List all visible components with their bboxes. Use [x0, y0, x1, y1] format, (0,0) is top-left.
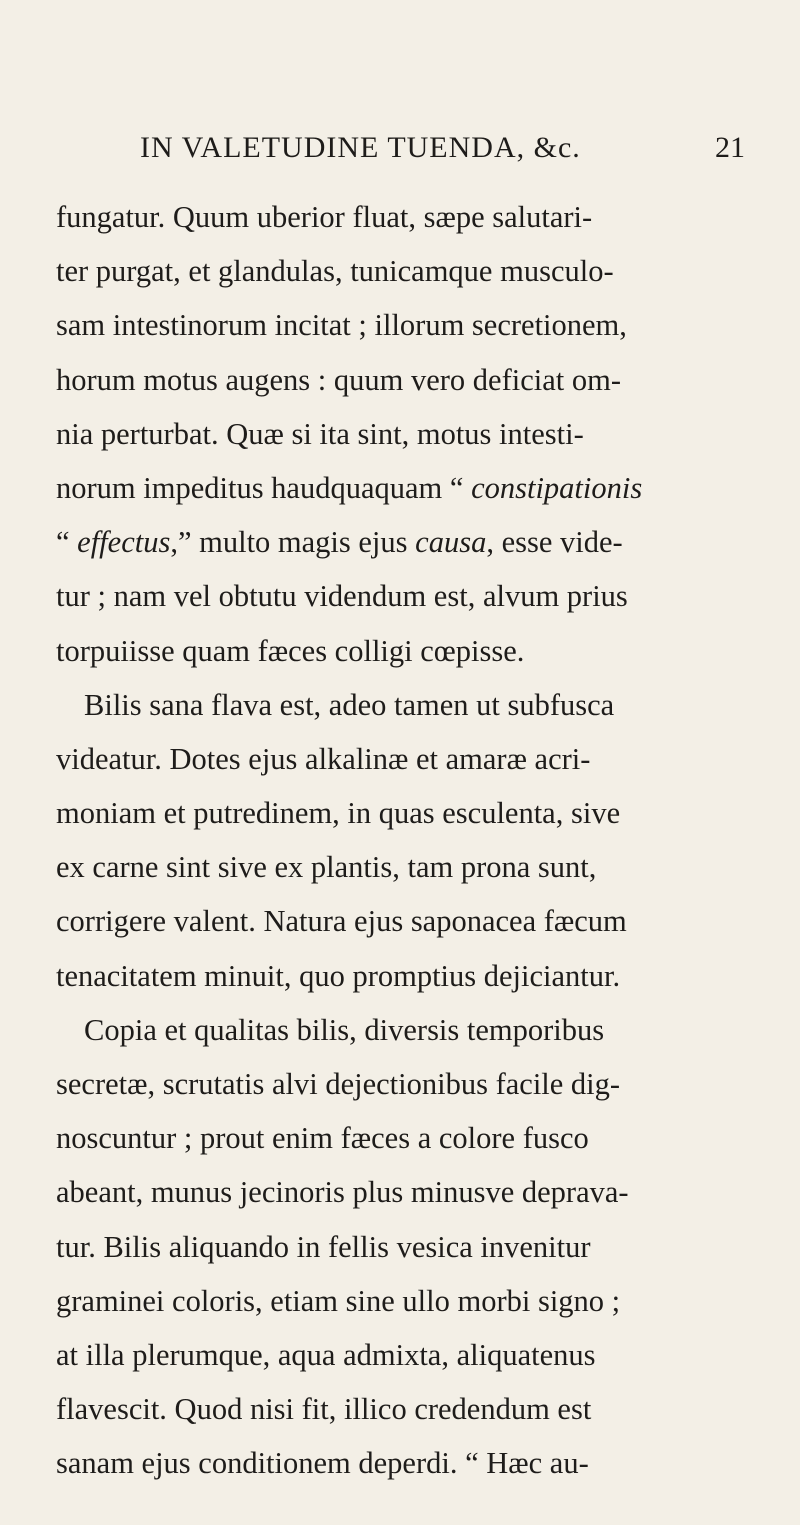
text-line	[56, 1274, 756, 1328]
text-segment: sam intestinorum incitat ; illorum secretionem,	[56, 308, 627, 343]
text-segment: ex carne sint sive ex plantis, tam prona sunt,	[56, 850, 597, 885]
text-segment: “	[56, 525, 78, 560]
text-segment: Bilis sana flava est, adeo tamen ut subfusca	[84, 687, 615, 722]
text-segment: moniam et putredinem, in quas esculenta, sive	[56, 796, 621, 831]
text-segment: horum motus augens : quum vero deficiat om-	[56, 362, 621, 397]
text-segment: tur. Bilis aliquando in fellis vesica invenitur	[56, 1229, 591, 1264]
italic-text: constipationis	[471, 470, 643, 505]
text-segment: videatur. Dotes ejus alkalinæ et amaræ acri-	[56, 741, 591, 776]
text-line	[56, 949, 756, 1003]
italic-text: causa	[415, 525, 487, 560]
text-line	[56, 244, 756, 298]
text-segment: torpuiisse quam fæces colligi cœpisse.	[56, 633, 525, 668]
text-line	[56, 786, 756, 840]
text-segment: sanam ejus conditionem deperdi. “ Hæc au-	[56, 1446, 589, 1481]
text-line	[56, 1111, 756, 1165]
text-segment: flavescit. Quod nisi fit, illico credendum est	[56, 1392, 592, 1427]
text-line	[56, 353, 756, 407]
text-line	[56, 1220, 756, 1274]
text-segment: norum impeditus haudquaquam “	[56, 470, 472, 505]
text-line	[56, 407, 756, 461]
text-line	[56, 515, 756, 569]
text-segment: tur ; nam vel obtutu videndum est, alvum prius	[56, 579, 628, 614]
text-segment: graminei coloris, etiam sine ullo morbi signo ;	[56, 1283, 621, 1318]
text-line	[56, 1057, 756, 1111]
text-line	[56, 1328, 756, 1382]
text-segment: abeant, munus jecinoris plus minusve deprava-	[56, 1175, 629, 1210]
running-title: IN VALETUDINE TUENDA, &c.	[140, 131, 581, 164]
text-segment: at illa plerumque, aqua admixta, aliquatenus	[56, 1337, 596, 1372]
text-line	[56, 624, 756, 678]
text-line	[56, 1436, 756, 1490]
text-line	[56, 1003, 756, 1057]
text-segment: ,” multo magis ejus	[170, 525, 416, 560]
text-line	[56, 678, 756, 732]
text-line	[56, 569, 756, 623]
text-segment: , esse vide-	[486, 525, 623, 560]
text-line	[56, 894, 756, 948]
text-segment: secretæ, scrutatis alvi dejectionibus facile dig-	[56, 1067, 621, 1101]
text-segment: corrigere valent. Natura ejus saponacea fæcum	[56, 904, 627, 939]
running-head	[90, 126, 745, 170]
text-segment: ter purgat, et glandulas, tunicamque musculo-	[56, 254, 614, 289]
italic-text: effectus	[77, 525, 171, 560]
text-line	[56, 840, 756, 894]
text-segment: Copia et qualitas bilis, diversis temporibus	[84, 1012, 605, 1047]
text-line	[56, 298, 756, 352]
text-line	[56, 1382, 756, 1436]
text-line	[56, 732, 756, 786]
body-text	[56, 190, 756, 1491]
text-segment: nia perturbat. Quæ si ita sint, motus intesti-	[56, 416, 584, 451]
text-line	[56, 1165, 756, 1219]
text-segment: tenacitatem minuit, quo promptius dejiciantur.	[56, 958, 621, 993]
page-number: 21	[715, 131, 745, 164]
text-line	[56, 461, 756, 515]
text-segment: fungatur. Quum uberior fluat, sæpe salutari-	[56, 200, 593, 234]
text-line	[56, 190, 756, 244]
text-segment: noscuntur ; prout enim fæces a colore fusco	[56, 1121, 589, 1156]
